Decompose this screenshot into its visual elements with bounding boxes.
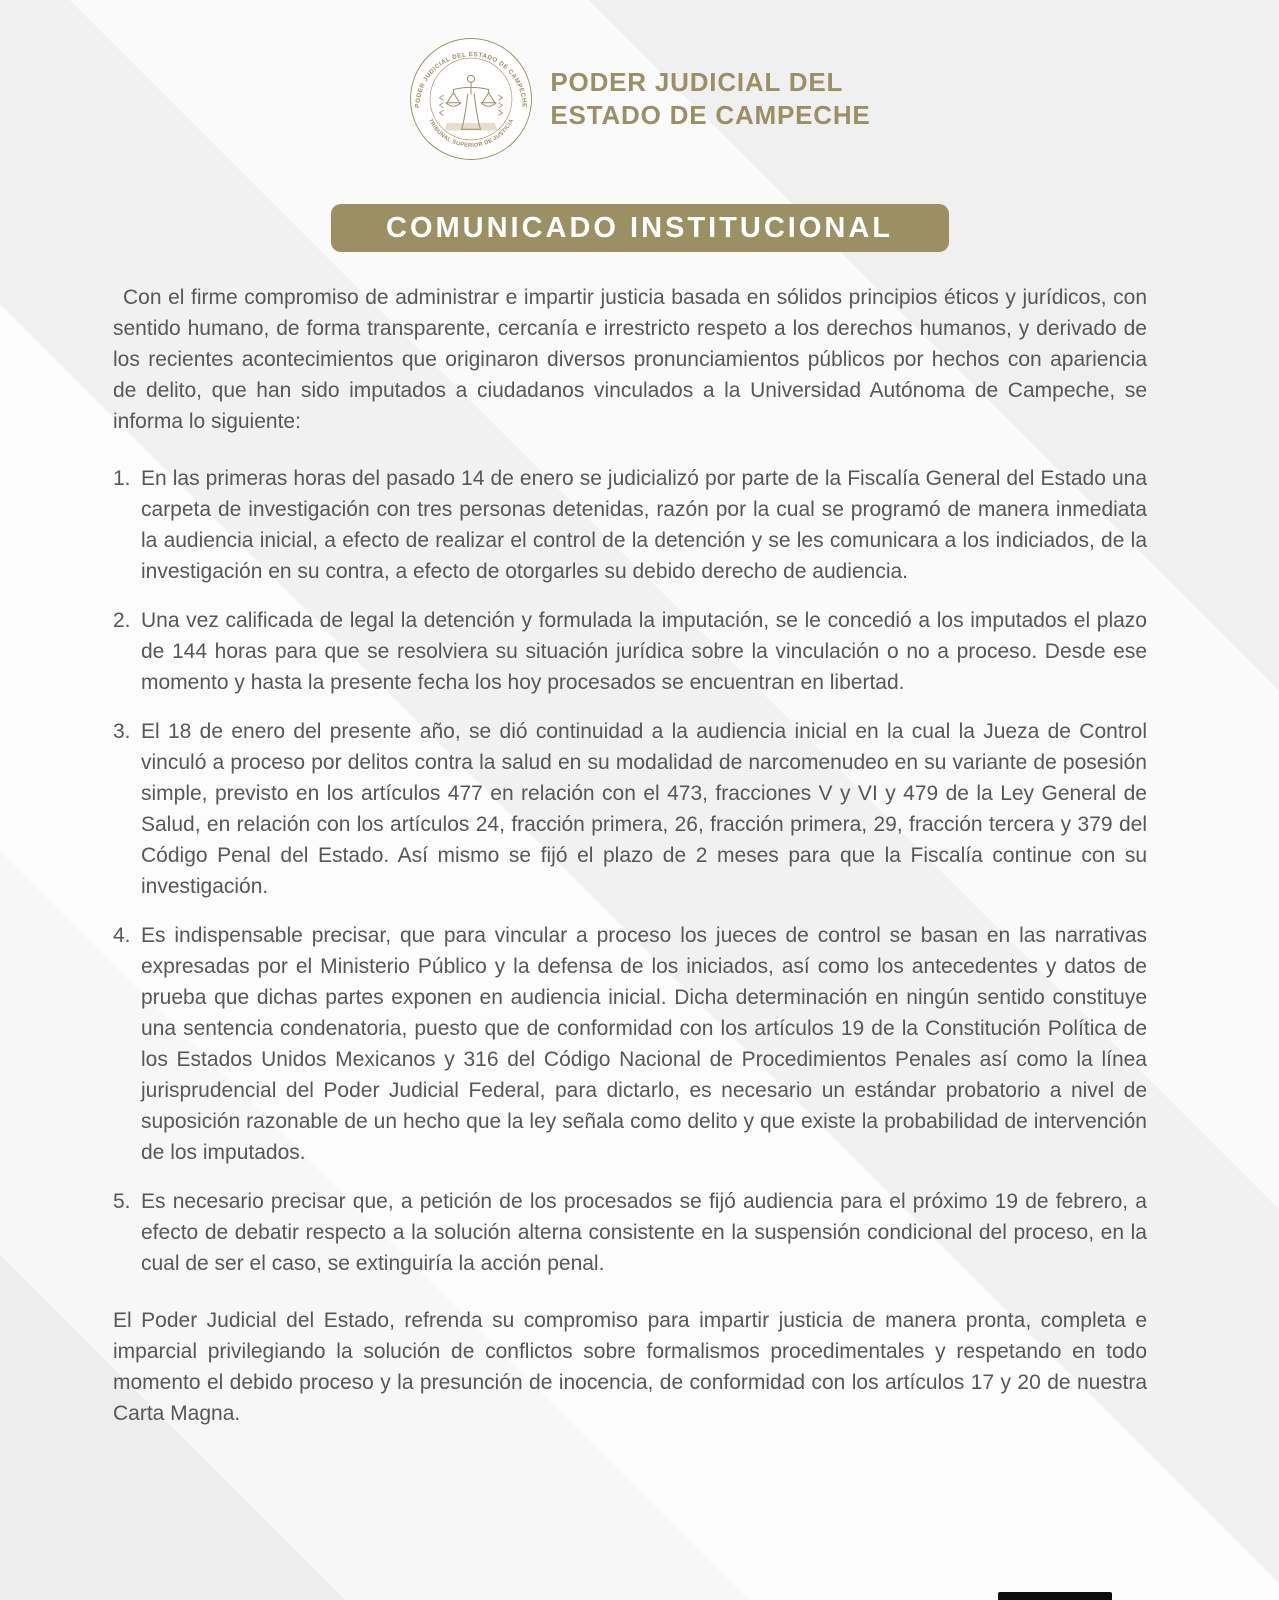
judicial-seal-logo: [408, 36, 534, 162]
item-number: 3.: [113, 720, 131, 743]
list-item-3: [113, 716, 1147, 902]
header: [0, 0, 1279, 162]
list-item-1: [113, 463, 1147, 587]
item-text: Es necesario precisar que, a petición de los procesados se fijó audiencia para el próximo 19 de febrero, a efecto de debatir respecto a la solución alterna consistente en la suspensión condicional del proceso, en la cual de ser el caso, se extinguiría la acción penal.: [141, 1190, 1147, 1275]
item-number: 1.: [113, 467, 131, 490]
list-item-5: [113, 1186, 1147, 1279]
intro-paragraph: Con el firme compromiso de administrar e impartir justicia basada en sólidos principios éticos y jurídicos, con sentido humano, de forma transparente, cercanía e irrestricto respeto a los derechos humanos, y derivado de los recientes acontecimientos que originaron diversos pronunciamientos públicos por hechos con apariencia de delito, que han sido imputados a ciudadanos vinculados a la Universidad Autónoma de Campeche, se informa lo siguiente:: [113, 286, 1147, 433]
item-text: Una vez calificada de legal la detención y formulada la imputación, se le concedió a los imputados el plazo de 144 horas para que se resolviera su situación jurídica sobre la vinculación o no a proceso. Desde ese momento y hasta la presente fecha los hoy procesados se encuentran en libertad.: [141, 609, 1147, 694]
banner-title-label: COMUNICADO INSTITUCIONAL: [386, 211, 893, 244]
document-body: [113, 282, 1147, 1429]
item-number: 5.: [113, 1190, 131, 1213]
closing-paragraph: El Poder Judicial del Estado, refrenda su compromiso para impartir justicia de manera pronta, completa e imparcial privilegiando la solución de conflictos sobre formalismos procedimentales y respetando en todo momento el debido proceso y la presunción de inocencia, de conformidad con los artículos 17 y 20 de nuestra Carta Magna.: [113, 1309, 1147, 1425]
footer-black-bar: [998, 1592, 1112, 1600]
item-number: 2.: [113, 609, 131, 632]
justice-scales-icon: [408, 36, 534, 162]
org-title-line1: PODER JUDICIAL DEL: [550, 67, 844, 97]
banner-title: [331, 204, 949, 252]
item-number: 4.: [113, 924, 131, 947]
item-text: El 18 de enero del presente año, se dió continuidad a la audiencia inicial en la cual la Jueza de Control vinculó a proceso por delitos contra la salud en su modalidad de narcomenudeo en su variante de posesión simple, previsto en los artículos 477 en relación con el 473, fracciones V y VI y 479 de la Ley General de Salud, en relación con los artículos 24, fracción primera, 26, fracción primera, 29, fracción tercera y 379 del Código Penal del Estado. Así mismo se fijó el plazo de 2 meses para que la Fiscalía continue con su investigación.: [141, 720, 1147, 898]
seal-top-text: PODER JUDICIAL DEL ESTADO DE CAMPECHE: [414, 51, 529, 109]
org-title: [550, 66, 870, 132]
seal-bottom-text: TRIBUNAL SUPERIOR DE JUSTICIA: [427, 117, 516, 149]
org-title-line2: ESTADO DE CAMPECHE: [550, 100, 871, 130]
list-item-4: [113, 920, 1147, 1168]
list-item-2: [113, 605, 1147, 698]
item-text: En las primeras horas del pasado 14 de enero se judicializó por parte de la Fiscalía General del Estado una carpeta de investigación con tres personas detenidas, razón por la cual se programó de manera inmediata la audiencia inicial, a efecto de realizar el control de la detención y se les comunicara a los indiciados, de la investigación en su contra, a efecto de otorgarles su debido derecho de audiencia.: [141, 467, 1147, 583]
item-text: Es indispensable precisar, que para vincular a proceso los jueces de control se basan en las narrativas expresadas por el Ministerio Público y la defensa de los iniciados, así como los antecedentes y datos de prueba que dichas partes exponen en audiencia inicial. Dicha determinación en ningún sentido constituye una sentencia condenatoria, puesto que de conformidad con los artículos 19 de la Constitución Política de los Estados Unidos Mexicanos y 316 del Código Nacional de Procedimientos Penales así como la línea jurisprudencial del Poder Judicial Federal, para dictarlo, es necesario un estándar probatorio a nivel de suposición razonable de un hecho que la ley señala como delito y que existe la probabilidad de intervención de los imputados.: [141, 924, 1147, 1164]
